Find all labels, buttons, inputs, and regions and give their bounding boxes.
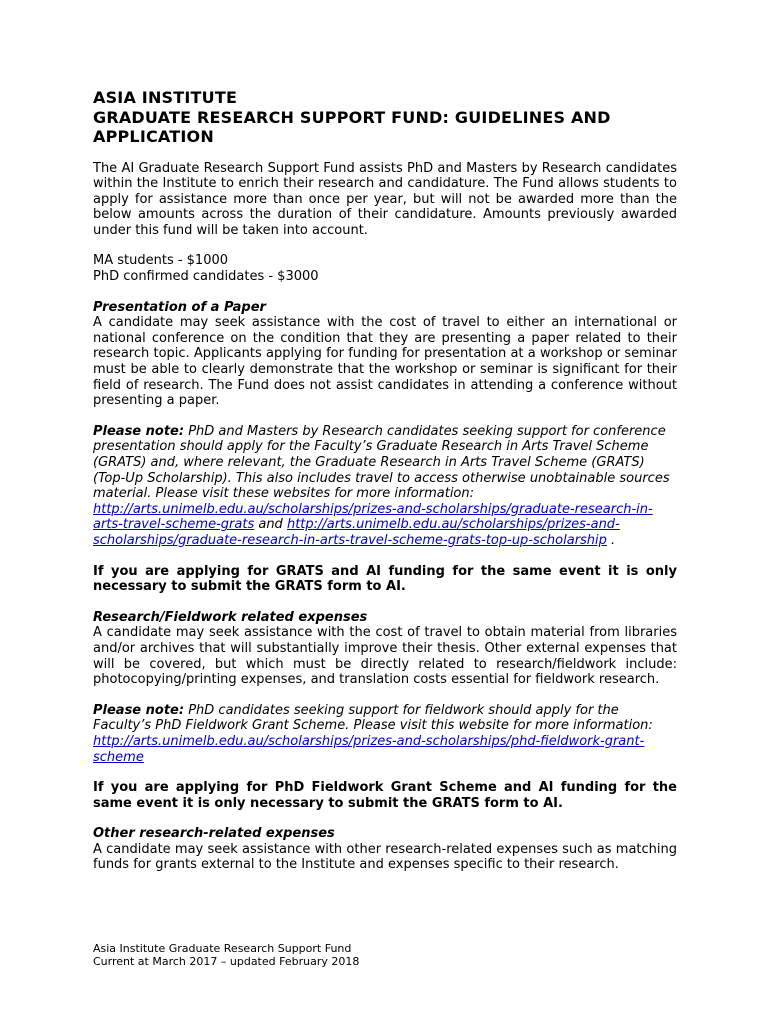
title-line-1: ASIA INSTITUTE bbox=[93, 88, 238, 107]
fieldwork-note bbox=[93, 703, 677, 765]
footer-line-2: Current at March 2017 – updated February 2018 bbox=[93, 955, 360, 969]
grats-note-text: PhD and Masters by Research candidates seeking support for conference presentation should apply for the Faculty’s Graduate Research in Arts Travel Scheme (GRATS) and, where relevant, the Graduate Research in Arts Travel Scheme (GRATS) (Top-Up Scholarship). This also includes travel to access otherwise unobtainable sources material. Please visit these websites for more information: bbox=[93, 423, 670, 502]
fieldwork-section bbox=[93, 610, 677, 688]
other-section bbox=[93, 826, 677, 873]
title-line-2: GRADUATE RESEARCH SUPPORT FUND: GUIDELINES AND bbox=[93, 107, 611, 127]
presentation-section bbox=[93, 300, 677, 409]
presentation-heading: Presentation of a Paper bbox=[93, 299, 266, 315]
grats-link[interactable]: http://arts.unimelb.edu.au/scholarships/prizes-and-scholarships/graduate-research-in-arts-travel-scheme-grats bbox=[93, 501, 653, 533]
grats-note-label: Please note: bbox=[93, 423, 185, 439]
grats-note-end: . bbox=[606, 532, 616, 548]
amounts-block bbox=[93, 253, 677, 284]
document-page bbox=[93, 88, 677, 873]
fieldwork-note-text: PhD candidates seeking support for fieldwork should apply for the Faculty’s PhD Fieldwork Grant Scheme. Please visit this website for more information: bbox=[93, 702, 653, 734]
page-footer bbox=[93, 942, 359, 968]
fieldwork-note-label: Please note: bbox=[93, 702, 185, 718]
fieldwork-heading: Research/Fieldwork related expenses bbox=[93, 609, 368, 625]
other-heading: Other research-related expenses bbox=[93, 826, 335, 842]
fieldwork-body: A candidate may seek assistance with the cost of travel to obtain material from libraries and/or archives that will substantially improve their thesis. Other external expenses that will be covered, but which must be directly related to research/fieldwork include: photocopying/printing expenses, and translation costs essential for fieldwork research. bbox=[93, 625, 677, 688]
presentation-body: A candidate may seek assistance with the cost of travel to either an international or national conference on the condition that they are presenting a paper related to their research topic. Applicants applying for funding for presentation at a workshop or seminar must be able to clearly demonstrate that the workshop or seminar is significant for their field of research. The Fund does not assist candidates in attending a conference without presenting a paper. bbox=[93, 315, 677, 409]
amount-ma: MA students - $1000 bbox=[93, 253, 229, 269]
grats-top-up-link[interactable]: http://arts.unimelb.edu.au/scholarships/prizes-and-scholarships/graduate-research-in-arts-travel-scheme-grats-top-up-scholarship bbox=[93, 517, 620, 548]
grats-statement: If you are applying for GRATS and AI funding for the same event it is only necessary to submit the GRATS form to AI. bbox=[93, 563, 677, 595]
fieldwork-grant-link[interactable]: http://arts.unimelb.edu.au/scholarships/prizes-and-scholarships/phd-fieldwork-grant-scheme bbox=[93, 733, 645, 765]
other-body: A candidate may seek assistance with other research-related expenses such as matching funds for grants external to the Institute and expenses specific to their research. bbox=[93, 841, 677, 873]
title-line-3: APPLICATION bbox=[93, 127, 214, 146]
footer-line-1: Asia Institute Graduate Research Support Fund bbox=[93, 942, 352, 955]
grats-note-and: and bbox=[254, 517, 287, 533]
document-title bbox=[93, 88, 677, 147]
grats-note bbox=[93, 424, 677, 549]
intro-paragraph: The AI Graduate Research Support Fund assists PhD and Masters by Research candidates within the Institute to enrich their research and candidature. The Fund allows students to apply for assistance more than once per year, but will not be awarded more than the below amounts across the duration of their candidature. Amounts previously awarded under this fund will be taken into account. bbox=[93, 160, 677, 238]
fieldwork-statement: If you are applying for PhD Fieldwork Grant Scheme and AI funding for the same event it is only necessary to submit the GRATS form to AI. bbox=[93, 780, 677, 811]
amount-phd: PhD confirmed candidates - $3000 bbox=[93, 269, 319, 285]
